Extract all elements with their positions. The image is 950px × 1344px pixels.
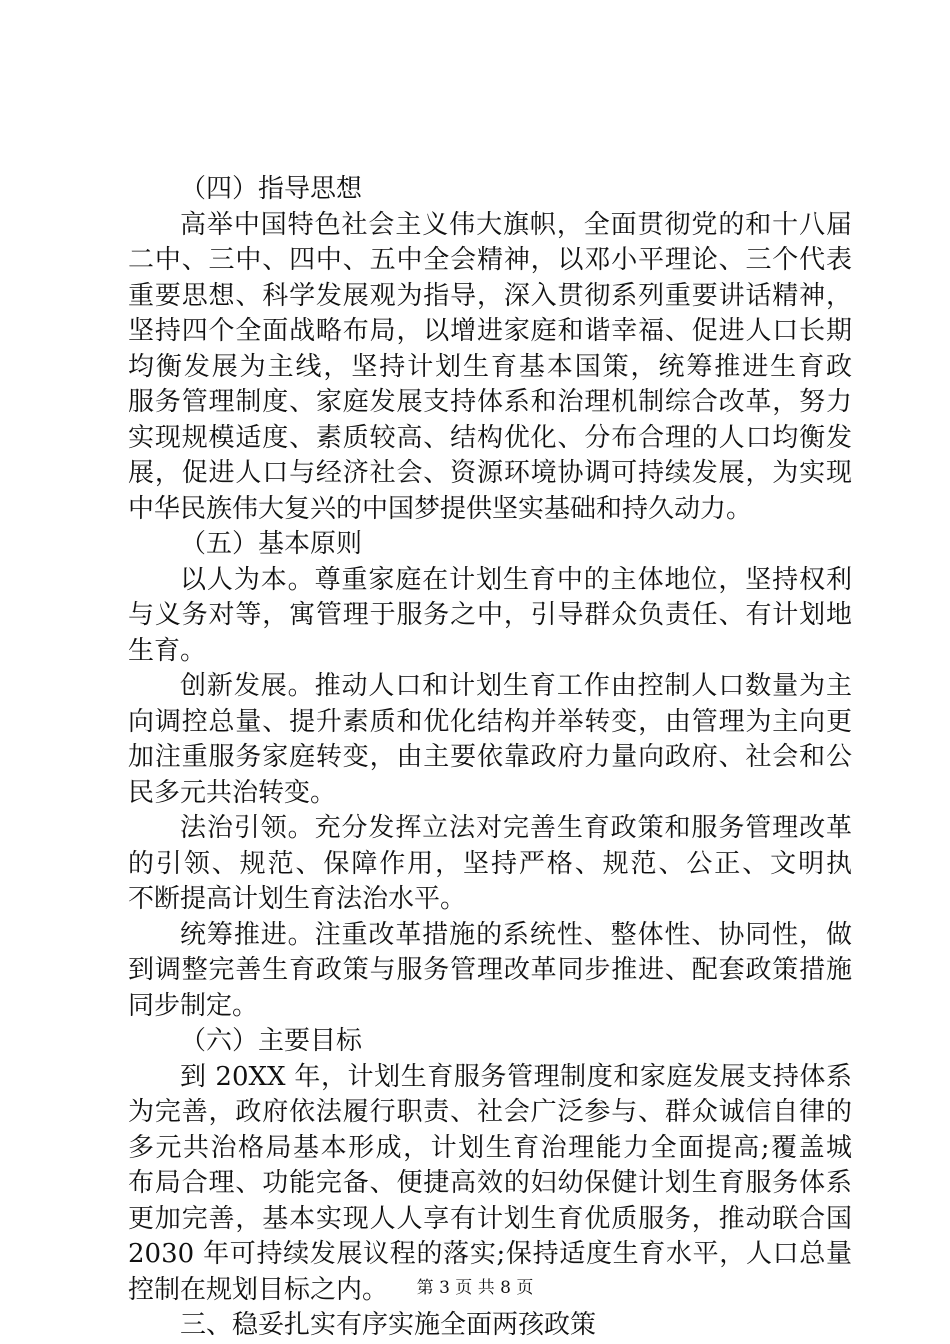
text-line: 2030 年可持续发展议程的落实;保持适度生育水平，人口总量 <box>128 1239 852 1269</box>
text-line: 加注重服务家庭转变，由主要依靠政府力量向政府、社会和公 <box>128 742 852 772</box>
text-line: 以人为本。尊重家庭在计划生育中的主体地位，坚持权利 <box>180 564 852 595</box>
text-line: 同步制定。 <box>128 990 259 1021</box>
text-line: 与义务对等，寓管理于服务之中，引导群众负责任、有计划地 <box>128 600 852 630</box>
text-line: 统筹推进。注重改革措施的系统性、整体性、协同性，做 <box>180 919 852 950</box>
text-line: 的引领、规范、保障作用，坚持严格、规范、公正、文明执 <box>128 848 852 879</box>
text-line: 向调控总量、提升素质和优化结构并举转变，由管理为主向更 <box>128 706 852 737</box>
text-line: 为完善，政府依法履行职责、社会广泛参与、群众诚信自律的 <box>128 1097 852 1127</box>
text-line: 到调整完善生育政策与服务管理改革同步推进、配套政策措施 <box>128 955 852 985</box>
text-line: （四）指导思想 <box>180 174 363 204</box>
text-line: 二中、三中、四中、五中全会精神，以邓小平理论、三个代表 <box>128 245 852 275</box>
text-line: 三、稳妥扎实有序实施全面两孩政策 <box>180 1310 597 1340</box>
text-line: 布局合理、功能完备、便捷高效的妇幼保健计划生育服务体系 <box>128 1168 852 1198</box>
text-line: （五）基本原则 <box>180 529 363 559</box>
text-line: 展，促进人口与经济社会、资源环境协调可持续发展，为实现 <box>128 458 852 488</box>
text-line: 更加完善，基本实现人人享有计划生育优质服务，推动联合国 <box>128 1203 852 1234</box>
text-line: 实现规模适度、素质较高、结构优化、分布合理的人口均衡发 <box>128 422 852 453</box>
document-body <box>128 172 852 1344</box>
text-line: 控制在规划目标之内。 <box>128 1274 389 1305</box>
text-line: 法治引领。充分发挥立法对完善生育政策和服务管理改革 <box>180 813 852 843</box>
text-line: 到 20XX 年，计划生育服务管理制度和家庭发展支持体系 <box>180 1061 852 1092</box>
text-line: 均衡发展为主线，坚持计划生育基本国策，统筹推进生育政 <box>128 351 852 382</box>
text-line: 创新发展。推动人口和计划生育工作由控制人口数量为主 <box>180 671 852 701</box>
text-line: 坚持四个全面战略布局，以增进家庭和谐幸福、促进人口长期 <box>128 316 852 346</box>
text-line: 高举中国特色社会主义伟大旗帜，全面贯彻党的和十八届 <box>180 209 852 240</box>
text-line: 多元共治格局基本形成，计划生育治理能力全面提高;覆盖城 <box>128 1132 852 1163</box>
text-line: （六）主要目标 <box>180 1026 363 1056</box>
text-line: 服务管理制度、家庭发展支持体系和治理机制综合改革，努力 <box>128 387 852 417</box>
text-line: 不断提高计划生育法治水平。 <box>128 884 467 914</box>
text-line: 中华民族伟大复兴的中国梦提供坚实基础和持久动力。 <box>128 493 753 524</box>
text-line: 重要思想、科学发展观为指导，深入贯彻系列重要讲话精神， <box>128 280 852 311</box>
text-line: 生育。 <box>128 635 207 666</box>
page-footer: 第 3 页 共 8 页 <box>416 1278 534 1298</box>
text-line: 民多元共治转变。 <box>128 777 337 808</box>
